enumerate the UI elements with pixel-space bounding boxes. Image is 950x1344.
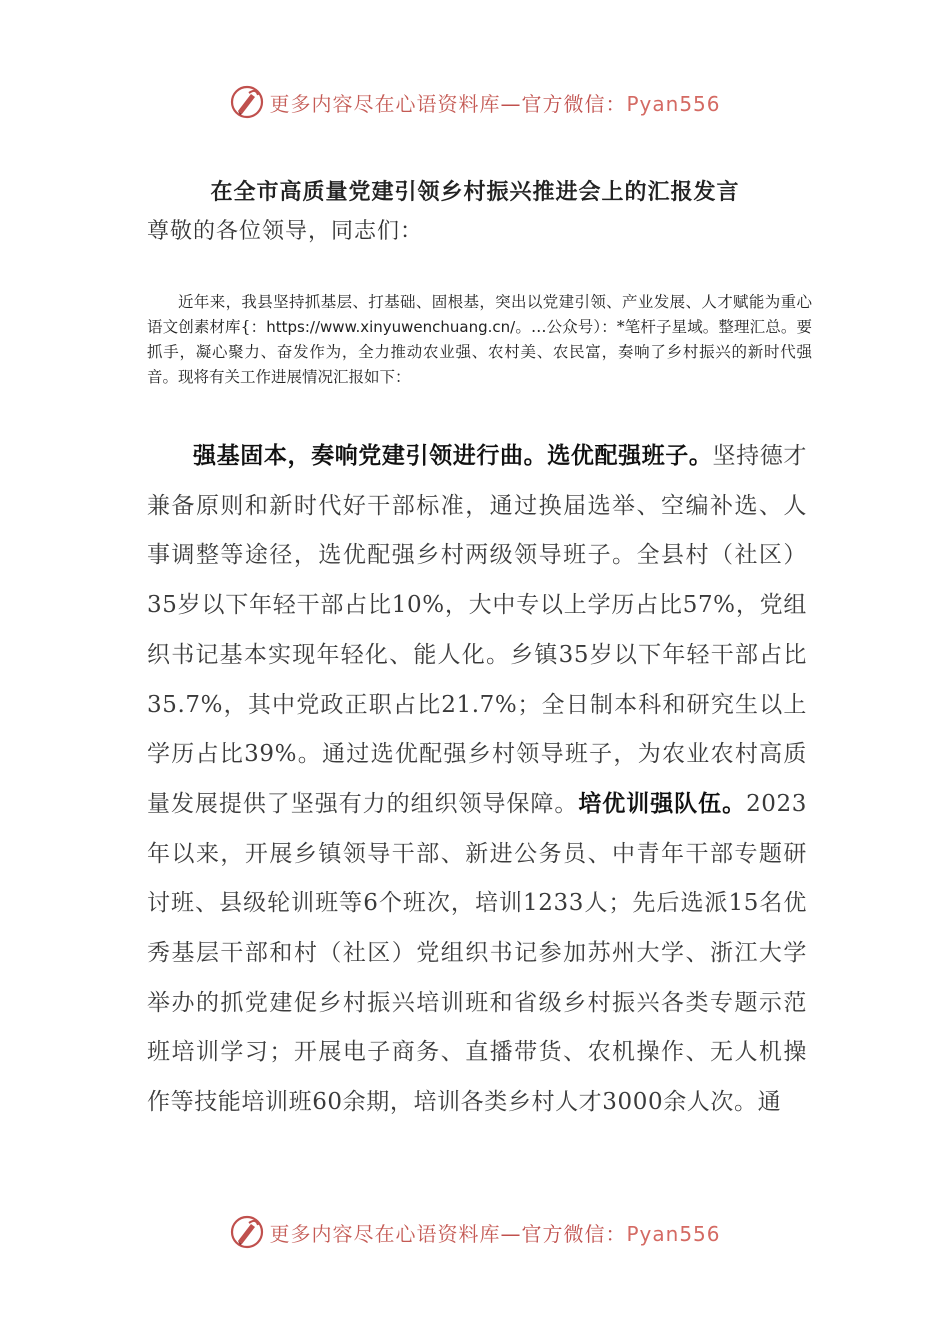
- intro-after-url: 。…公众号）：*笔杆子星域。整理汇总。要抓手，凝心聚力、奋发作为，全力推动农业强、农村美、农民富，奏响了乡村振兴的新时代强音。现将有关工作进展情况汇报如下：: [147, 318, 812, 386]
- section-heading: 强基固本，奏响党建引领进行曲。: [193, 443, 548, 469]
- watermark-dash-bottom: —: [500, 1221, 522, 1246]
- body-paragraph: [147, 432, 807, 1128]
- watermark-group: [229, 84, 720, 120]
- footer-watermark: [0, 1212, 950, 1252]
- watermark-text-bottom: [269, 1218, 720, 1247]
- intro-paragraph: [147, 290, 812, 390]
- subheading-select-team: 选优配强班子。: [547, 443, 713, 469]
- intro-before-url: 近年来，我县坚持抓基层、打基础、固根基，突出以党建引领、产业发展、人才赋能为重心语文创素材库{：: [147, 293, 812, 336]
- watermark-text: [269, 88, 720, 117]
- salutation: 尊敬的各位领导，同志们：: [147, 219, 424, 244]
- pen-logo-icon: [229, 84, 265, 120]
- body-text-2: 2023年以来，开展乡镇领导干部、新进公务员、中青年干部专题研讨班、县级轮训班等6个班次，培训1233人；先后选派15名优秀基层干部和村（社区）党组织书记参加苏州大学、浙江大学举办的抓党建促乡村振兴培训班和省级乡村振兴各类专题示范班培训学习；开展电子商务、直播带货、农机操作、无人机操作等技能培训班60余期，培训各类乡村人才3000余人次。通: [147, 790, 807, 1116]
- pen-logo-icon: [229, 1214, 265, 1250]
- intro-url: https://www.xinyuwenchuang.cn/: [266, 318, 516, 336]
- watermark-dash: —: [500, 91, 522, 116]
- watermark-group-bottom: [229, 1214, 720, 1250]
- watermark-label: 官方微信：: [521, 91, 627, 116]
- watermark-main-bottom: 更多内容尽在心语资料库: [269, 1221, 501, 1246]
- watermark-main: 更多内容尽在心语资料库: [269, 91, 501, 116]
- watermark-account: Pyan556: [626, 91, 721, 116]
- document-title: 在全市高质量党建引领乡村振兴推进会上的汇报发言: [210, 180, 740, 205]
- watermark-label-bottom: 官方微信：: [521, 1221, 627, 1246]
- watermark-account-bottom: Pyan556: [626, 1221, 721, 1246]
- body-text-1: 坚持德才兼备原则和新时代好干部标准，通过换届选举、空编补选、人事调整等途径，选优配强乡村两级领导班子。全县村（社区）35岁以下年轻干部占比10%，大中专以上学历占比57%，党组织书记基本实现年轻化、能人化。乡镇35岁以下年轻干部占比35.7%，其中党政正职占比21.7%；全日制本科和研究生以上学历占比39%。通过选优配强乡村领导班子，为农业农村高质量发展提供了坚强有力的组织领导保障。: [147, 443, 807, 817]
- header-watermark: [0, 82, 950, 122]
- subheading-train-team: 培优训强队伍。: [578, 790, 747, 817]
